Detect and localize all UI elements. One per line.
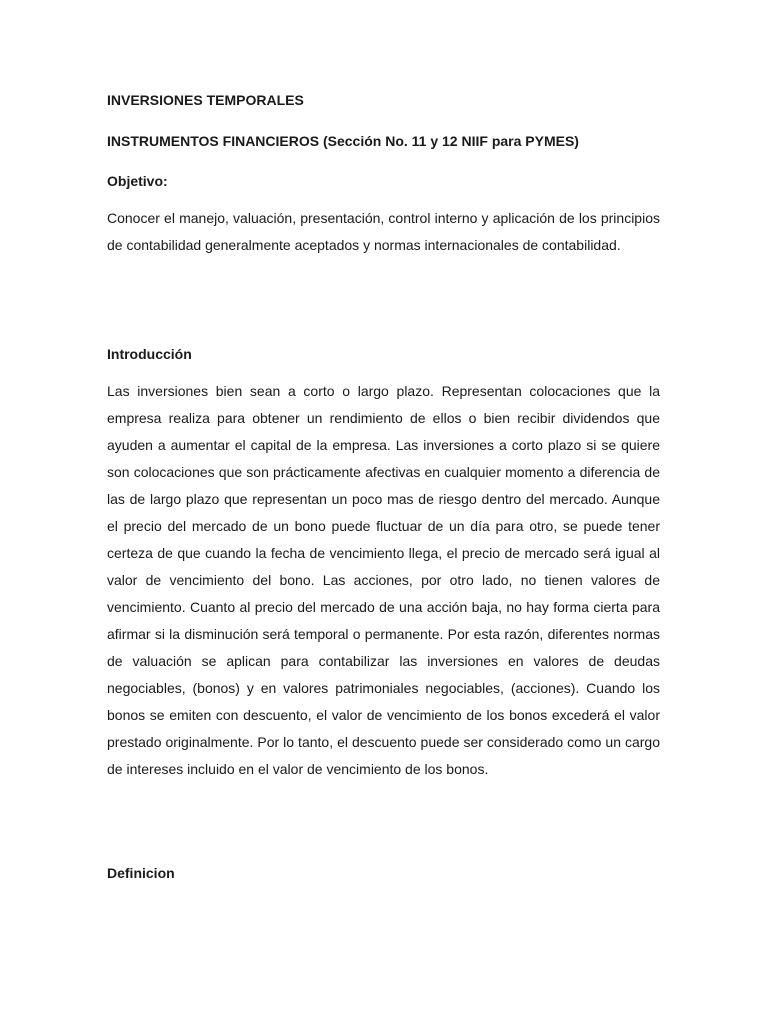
objective-heading: Objetivo: [107, 173, 168, 189]
definition-heading: Definicion [107, 865, 175, 881]
document-title: INVERSIONES TEMPORALES [107, 92, 304, 108]
introduction-paragraph: Las inversiones bien sean a corto o largo plazo. Representan colocaciones que la empresa realiza para obtener un rendimiento de ellos o bien recibir dividendos que ayuden a aumentar el capital de la empresa. Las inversiones a corto plazo si se quiere son colocaciones que son prácticamente afectivas en cualquier momento a diferencia de las de largo plazo que representan un poco mas de riesgo dentro del mercado. Aunque el precio del mercado de un bono puede fluctuar de un día para otro, se puede tener certeza de que cuando la fecha de vencimiento llega, el precio de mercado será igual al valor de vencimiento del bono. Las acciones, por otro lado, no tienen valores de vencimiento. Cuanto al precio del mercado de una acción baja, no hay forma cierta para afirmar si la disminución será temporal o permanente. Por esta razón, diferentes normas de valuación se aplican para contabilizar las inversiones en valores de deudas negociables, (bonos) y en valores patrimoniales negociables, (acciones). Cuando los bonos se emiten con descuento, el valor de vencimiento de los bonos excederá el valor prestado originalmente. Por lo tanto, el descuento puede ser considerado como un cargo de intereses incluido en el valor de vencimiento de los bonos. [107, 383, 660, 777]
introduction-heading: Introducción [107, 346, 192, 362]
document-subtitle: INSTRUMENTOS FINANCIEROS (Sección No. 11 y 12 NIIF para PYMES) [107, 133, 579, 149]
objective-paragraph: Conocer el manejo, valuación, presentación, control interno y aplicación de los principios de contabilidad generalmente aceptados y normas internacionales de contabilidad. [107, 210, 660, 253]
